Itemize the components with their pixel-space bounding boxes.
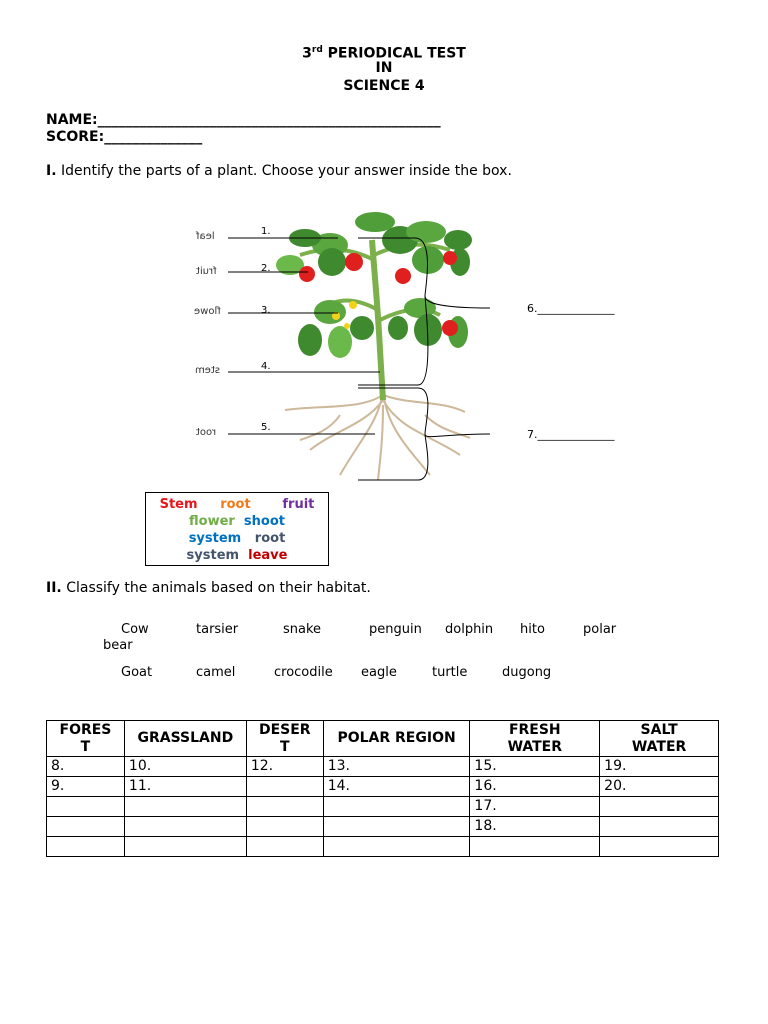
animal-snake: snake: [283, 622, 322, 637]
word-root-2: root: [254, 531, 286, 546]
animal-eagle: eagle: [361, 665, 397, 680]
table-cell[interactable]: 10.: [124, 757, 246, 777]
table-cell[interactable]: 14.: [323, 777, 470, 797]
header-forest: FORES T: [47, 721, 125, 757]
word-shoot: shoot: [243, 514, 285, 529]
table-cell[interactable]: [600, 817, 719, 837]
animal-polar: polar: [583, 622, 617, 637]
diagram-label-flower: flowe: [194, 306, 221, 317]
table-cell[interactable]: 15.: [470, 757, 600, 777]
score-field[interactable]: SCORE:______________: [46, 129, 203, 145]
table-cell[interactable]: [246, 837, 323, 857]
blank-1: 1.: [261, 226, 271, 237]
table-cell[interactable]: [246, 777, 323, 797]
animal-cow: Cow: [121, 622, 149, 637]
title-text: PERIODICAL TEST: [322, 45, 466, 62]
table-cell[interactable]: [246, 817, 323, 837]
table-cell[interactable]: 17.: [470, 797, 600, 817]
animal-crocodile: crocodile: [274, 665, 333, 680]
table-cell[interactable]: 19.: [600, 757, 719, 777]
table-cell[interactable]: 11.: [124, 777, 246, 797]
part2-roman: II.: [46, 580, 62, 596]
table-cell[interactable]: [124, 837, 246, 857]
animal-dugong: dugong: [502, 665, 552, 680]
part1-instruction-text: Identify the parts of a plant. Choose your answer inside the box.: [56, 163, 512, 179]
word-system-2: system: [186, 548, 240, 563]
blank-7[interactable]: 7.______________: [527, 428, 615, 441]
table-cell[interactable]: 8.: [47, 757, 125, 777]
header-fresh-water: FRESH WATER: [470, 721, 600, 757]
animal-tarsier: tarsier: [196, 622, 239, 637]
animal-goat: Goat: [121, 665, 153, 680]
table-cell[interactable]: [323, 837, 470, 857]
animal-hito: hito: [520, 622, 545, 637]
table-cell[interactable]: 9.: [47, 777, 125, 797]
table-cell[interactable]: [470, 837, 600, 857]
diagram-label-stem: stem: [195, 365, 221, 376]
word-box-line-4: [146, 547, 328, 564]
diagram-label-fruit: fruit: [196, 266, 217, 277]
word-box-line-3: [146, 530, 328, 547]
table-row: [47, 837, 719, 857]
animal-camel: camel: [196, 665, 236, 680]
blank-6[interactable]: 6.______________: [527, 302, 615, 315]
animal-bear: bear: [103, 638, 133, 653]
header-polar-region: POLAR REGION: [323, 721, 470, 757]
table-row: [47, 817, 719, 837]
plant-diagram: [190, 200, 510, 485]
part2-instruction: [46, 580, 371, 596]
blank-3: 3.: [261, 305, 271, 316]
table-cell[interactable]: [323, 817, 470, 837]
blank-4: 4.: [261, 361, 271, 372]
table-cell[interactable]: 16.: [470, 777, 600, 797]
header-desert: DESER T: [246, 721, 323, 757]
word-flower: flower: [189, 514, 235, 529]
blank-2: 2.: [261, 263, 271, 274]
header-salt-water: SALT WATER: [600, 721, 719, 757]
habitat-table: [46, 720, 719, 857]
table-header-row: [47, 721, 719, 757]
table-cell[interactable]: 18.: [470, 817, 600, 837]
table-cell[interactable]: [124, 797, 246, 817]
table-cell[interactable]: 13.: [323, 757, 470, 777]
animal-dolphin: dolphin: [445, 622, 494, 637]
animal-penguin: penguin: [369, 622, 422, 637]
table-cell[interactable]: [47, 837, 125, 857]
name-field[interactable]: NAME:_________________________________________________: [46, 112, 441, 128]
table-cell[interactable]: [600, 837, 719, 857]
word-fruit: fruit: [282, 497, 315, 512]
table-cell[interactable]: [47, 797, 125, 817]
table-cell[interactable]: [600, 797, 719, 817]
part1-roman: I.: [46, 163, 57, 179]
roots-drawing: [285, 390, 470, 480]
table-cell[interactable]: [47, 817, 125, 837]
word-root-1: root: [220, 497, 251, 512]
part2-instruction-text: Classify the animals based on their habitat.: [61, 580, 371, 596]
title-line-2: IN: [375, 60, 393, 76]
animal-turtle: turtle: [432, 665, 468, 680]
word-system-1: system: [188, 531, 242, 546]
table-cell[interactable]: [323, 797, 470, 817]
word-box-line-2: [146, 513, 328, 530]
table-cell[interactable]: [246, 797, 323, 817]
word-choices-box: [145, 492, 329, 566]
word-leave: leave: [248, 548, 288, 563]
part1-instruction: [46, 163, 512, 179]
diagram-label-root: root: [196, 427, 217, 438]
title-line-3: SCIENCE 4: [343, 78, 425, 94]
table-row: [47, 777, 719, 797]
title-superscript: rd: [311, 45, 323, 55]
table-row: [47, 757, 719, 777]
blank-5: 5.: [261, 422, 271, 433]
table-cell[interactable]: [124, 817, 246, 837]
table-row: [47, 797, 719, 817]
word-stem: Stem: [159, 497, 198, 512]
header-grassland: GRASSLAND: [124, 721, 246, 757]
table-cell[interactable]: 20.: [600, 777, 719, 797]
word-box-line-1: [146, 496, 328, 513]
diagram-label-leaf: leaf: [196, 231, 215, 242]
table-cell[interactable]: 12.: [246, 757, 323, 777]
title-number: 3: [302, 45, 312, 62]
